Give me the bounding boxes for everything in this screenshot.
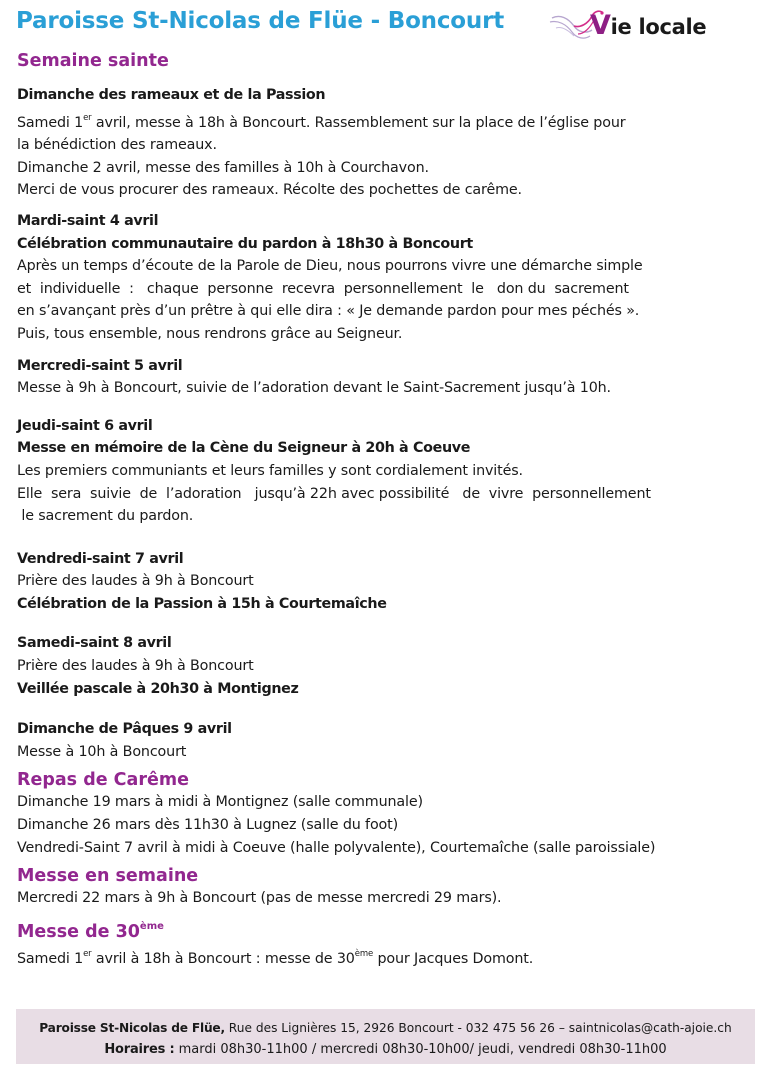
section-title-semaine-sainte: Semaine sainte [17,51,169,71]
text-line: Puis, tous ensemble, nous rendrons grâce au Seigneur. [17,325,403,342]
logo-rest: ie locale [610,15,707,39]
text-line: Messe à 10h à Boncourt [17,743,187,760]
text-line: Après un temps d’écoute de la Parole de Dieu, nous pourrons vivre une démarche simple [17,258,643,275]
text-line: Samedi 1er avril à 18h à Boncourt : messe de 30ème pour Jacques Domont. [17,948,534,967]
page-header [0,0,770,48]
heading-paques: Dimanche de Pâques 9 avril [17,721,232,738]
footer-parish-name: Paroisse St-Nicolas de Flüe, [39,1021,225,1035]
text-line: Samedi 1er avril, messe à 18h à Boncourt. Rassemblement sur la place de l’église pour [17,112,626,131]
block-messe30 [17,916,757,971]
text-line: Messe à 9h à Boncourt, suivie de l’adoration devant le Saint-Sacrement jusqu’à 10h. [17,380,611,397]
block-mercredi [17,355,757,400]
block-semaine [17,865,757,910]
main-content [17,50,757,970]
footer-hours: mardi 08h30-11h00 / mercredi 08h30-10h00/ jeudi, vendredi 08h30-11h00 [174,1042,667,1057]
block-mardi [17,210,757,346]
footer-hours-line [16,1039,755,1060]
block-repas [17,769,757,859]
heading-vendredi: Vendredi-saint 7 avril [17,550,184,567]
block-vendredi [17,548,757,616]
footer-address-line [16,1018,755,1039]
text-line: en s’avançant près d’un prêtre à qui elle dira : « Je demande pardon pour mes péchés ». [17,303,640,320]
heading-mardi: Mardi-saint 4 avril [17,212,159,229]
text-line: et individuelle : chaque personne recevra personnellement le don du sacrement [17,280,629,297]
text-line: Les premiers communiants et leurs familles y sont cordialement invités. [17,462,523,479]
heading-samedi: Samedi-saint 8 avril [17,635,172,652]
heading-rameaux: Dimanche des rameaux et de la Passion [17,87,326,103]
text-line-bold: Célébration de la Passion à 15h à Courtemaîche [17,595,387,612]
block-rameaux [17,84,757,202]
text-line: le sacrement du pardon. [17,508,194,525]
section-title-messe-semaine: Messe en semaine [17,866,199,887]
section-title-messe-30: Messe de 30ème [17,920,164,942]
text-line: la bénédiction des rameaux. [17,137,217,154]
subheading-mardi: Célébration communautaire du pardon à 18h30 à Boncourt [17,235,473,252]
text-line: Dimanche 26 mars dès 11h30 à Lugnez (salle du foot) [17,817,399,834]
footer-contact-box [16,1009,755,1064]
vie-locale-logo [590,10,706,41]
text-line: Dimanche 19 mars à midi à Montignez (salle communale) [17,794,423,811]
text-line: Mercredi 22 mars à 9h à Boncourt (pas de messe mercredi 29 mars). [17,890,502,907]
footer-hours-label: Horaires : [104,1042,175,1057]
text-line-bold: Veillée pascale à 20h30 à Montignez [17,680,299,697]
section-title-repas: Repas de Carême [17,770,189,791]
block-samedi [17,632,757,700]
text-line: Prière des laudes à 9h à Boncourt [17,573,254,590]
subheading-jeudi: Messe en mémoire de la Cène du Seigneur à 20h à Coeuve [17,440,471,457]
text-line: Dimanche 2 avril, messe des familles à 10h à Courchavon. [17,159,429,176]
text-line: Elle sera suivie de l’adoration jusqu’à 22h avec possibilité de vivre personnellement [17,485,651,502]
parish-title: Paroisse St-Nicolas de Flüe - Boncourt [16,8,505,34]
logo-v: V [590,10,611,41]
footer-address: Rue des Lignières 15, 2926 Boncourt - 032 475 56 26 – saintnicolas@cath-ajoie.ch [224,1021,732,1035]
text-line: Merci de vous procurer des rameaux. Récolte des pochettes de carême. [17,182,522,199]
heading-jeudi: Jeudi-saint 6 avril [17,417,153,434]
text-line: Prière des laudes à 9h à Boncourt [17,658,254,675]
block-jeudi [17,415,757,528]
text-line: Vendredi-Saint 7 avril à midi à Coeuve (halle polyvalente), Courtemaîche (salle paroissiale) [17,839,656,856]
block-paques [17,718,757,763]
heading-mercredi: Mercredi-saint 5 avril [17,357,183,374]
